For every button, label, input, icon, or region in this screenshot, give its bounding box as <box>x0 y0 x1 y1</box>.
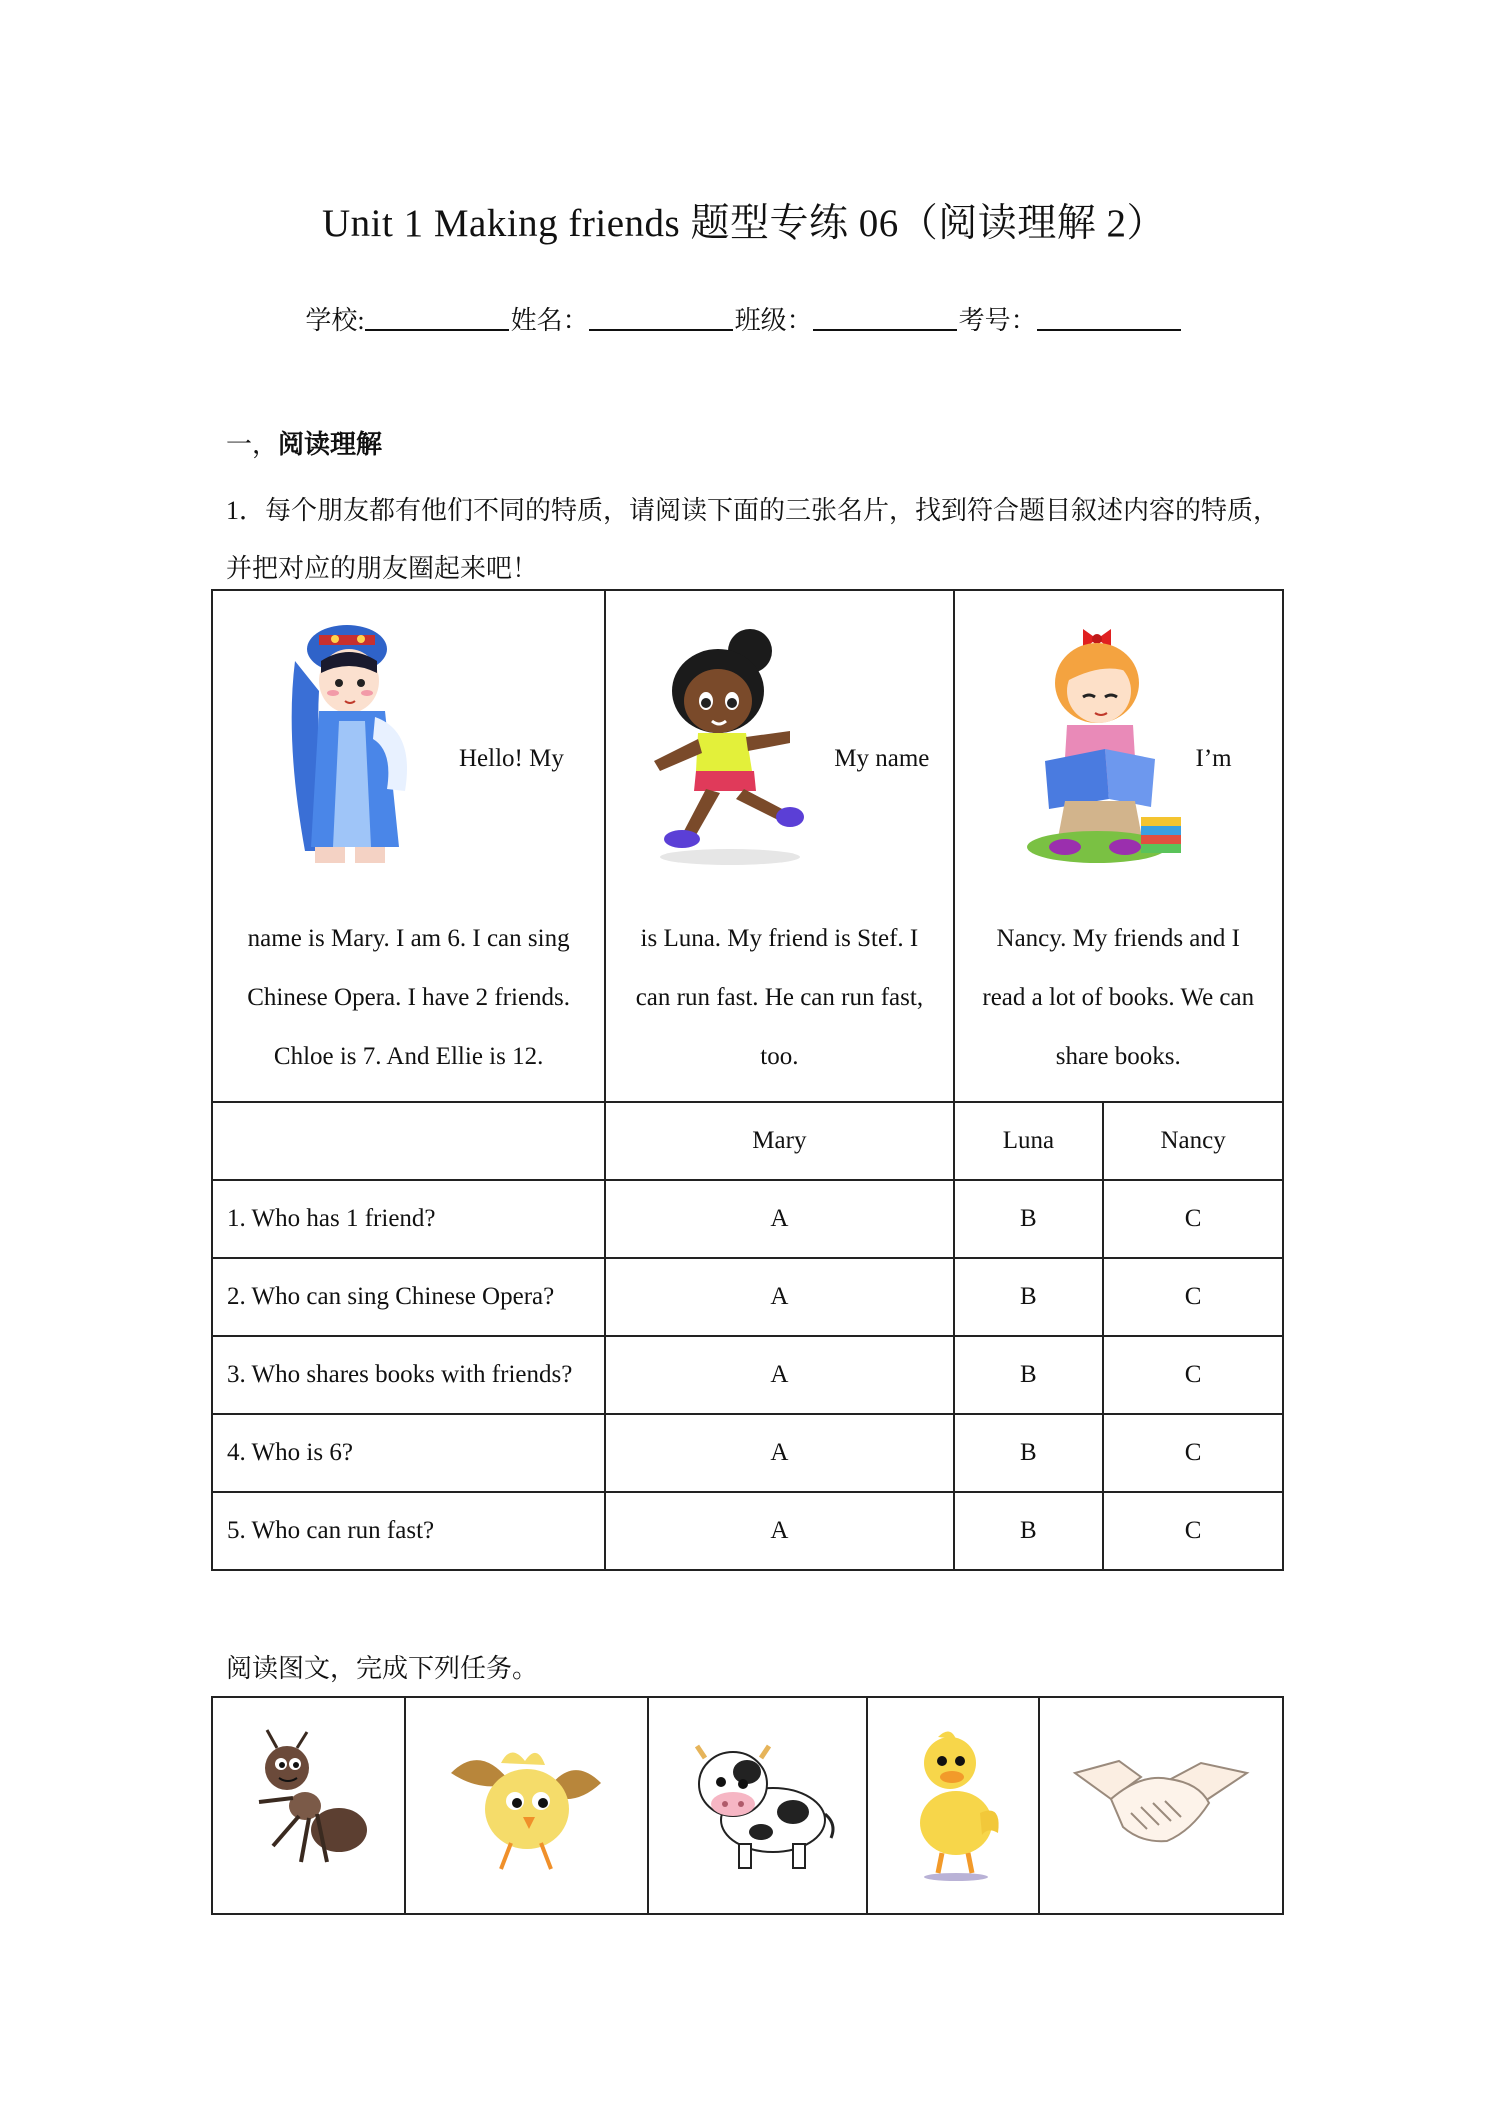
name-blank[interactable] <box>589 303 733 331</box>
option-c[interactable]: C <box>1103 1180 1283 1258</box>
school-label: 学校: <box>305 306 365 335</box>
card-luna <box>605 590 953 1102</box>
option-a[interactable]: A <box>605 1492 953 1570</box>
section-title: 阅读理解 <box>278 430 383 459</box>
class-blank[interactable] <box>813 303 957 331</box>
duck-icon <box>898 1870 1008 1887</box>
table-row <box>212 1180 1283 1258</box>
question-cell: 2. Who can sing Chinese Opera? <box>212 1258 605 1336</box>
header-cell-luna: Luna <box>954 1102 1104 1180</box>
option-c[interactable]: C <box>1103 1414 1283 1492</box>
bird-icon <box>441 1870 611 1887</box>
table-row <box>212 1336 1283 1414</box>
table-row <box>212 1258 1283 1336</box>
card-body: Nancy. My friends and I read a lot of books. We can share books. <box>982 925 1255 1070</box>
class-label: 班级： <box>734 306 813 335</box>
card-intro: Hello! My <box>459 745 564 772</box>
page-title: Unit 1 Making friends 题型专练 06（阅读理解 2） <box>322 202 1166 245</box>
opera-girl-icon <box>275 621 425 878</box>
question-instruction: 1．每个朋友都有他们不同的特质，请阅读下面的三张名片，找到符合题目叙述内容的特质，并把对应的朋友圈起来吧！ <box>226 496 1280 583</box>
name-card-table <box>211 589 1284 1571</box>
task-instruction: 阅读图文，完成下列任务。 <box>226 1654 539 1683</box>
table-row <box>212 1492 1283 1570</box>
ant-icon <box>243 1865 373 1882</box>
header-cell-mary: Mary <box>605 1102 953 1180</box>
card-nancy <box>954 590 1283 1102</box>
option-b[interactable]: B <box>954 1258 1104 1336</box>
card-mary <box>212 590 605 1102</box>
handshake-icon <box>1071 1850 1251 1867</box>
option-b[interactable]: B <box>954 1414 1104 1492</box>
card-body: is Luna. My friend is Stef. I can run fast. He can run fast, too. <box>635 925 924 1070</box>
student-info-line <box>0 300 1488 337</box>
answer-header-row <box>212 1102 1283 1180</box>
card-body: name is Mary. I am 6. I can sing Chinese Opera. I have 2 friends. Chloe is 7. And Ellie is 12. <box>247 925 571 1070</box>
question-cell: 5. Who can run fast? <box>212 1492 605 1570</box>
option-c[interactable]: C <box>1103 1492 1283 1570</box>
option-b[interactable]: B <box>954 1336 1104 1414</box>
question-cell: 3. Who shares books with friends? <box>212 1336 605 1414</box>
exam-no-blank[interactable] <box>1037 303 1181 331</box>
option-b[interactable]: B <box>954 1180 1104 1258</box>
cow-icon <box>677 1865 837 1882</box>
reading-girl-icon <box>1005 621 1185 878</box>
option-a[interactable]: A <box>605 1336 953 1414</box>
section-number: 一， <box>226 430 279 459</box>
header-cell <box>212 1102 605 1180</box>
picture-cell-duck <box>867 1697 1040 1914</box>
picture-cell-ant <box>212 1697 405 1914</box>
section-heading <box>226 424 382 461</box>
option-a[interactable]: A <box>605 1414 953 1492</box>
running-girl-icon <box>640 621 820 878</box>
name-label: 姓名： <box>510 306 589 335</box>
picture-cell-cow <box>648 1697 867 1914</box>
school-blank[interactable] <box>365 303 509 331</box>
picture-table <box>211 1696 1284 1915</box>
option-a[interactable]: A <box>605 1258 953 1336</box>
card-intro: My name <box>834 745 930 772</box>
card-intro: I’m <box>1195 745 1232 772</box>
option-a[interactable]: A <box>605 1180 953 1258</box>
header-cell-nancy: Nancy <box>1103 1102 1283 1180</box>
exam-no-label: 考号： <box>958 306 1037 335</box>
question-cell: 1. Who has 1 friend? <box>212 1180 605 1258</box>
option-c[interactable]: C <box>1103 1336 1283 1414</box>
table-row <box>212 1414 1283 1492</box>
option-c[interactable]: C <box>1103 1258 1283 1336</box>
question-cell: 4. Who is 6? <box>212 1414 605 1492</box>
picture-cell-bird <box>405 1697 649 1914</box>
picture-cell-handshake <box>1039 1697 1283 1914</box>
option-b[interactable]: B <box>954 1492 1104 1570</box>
